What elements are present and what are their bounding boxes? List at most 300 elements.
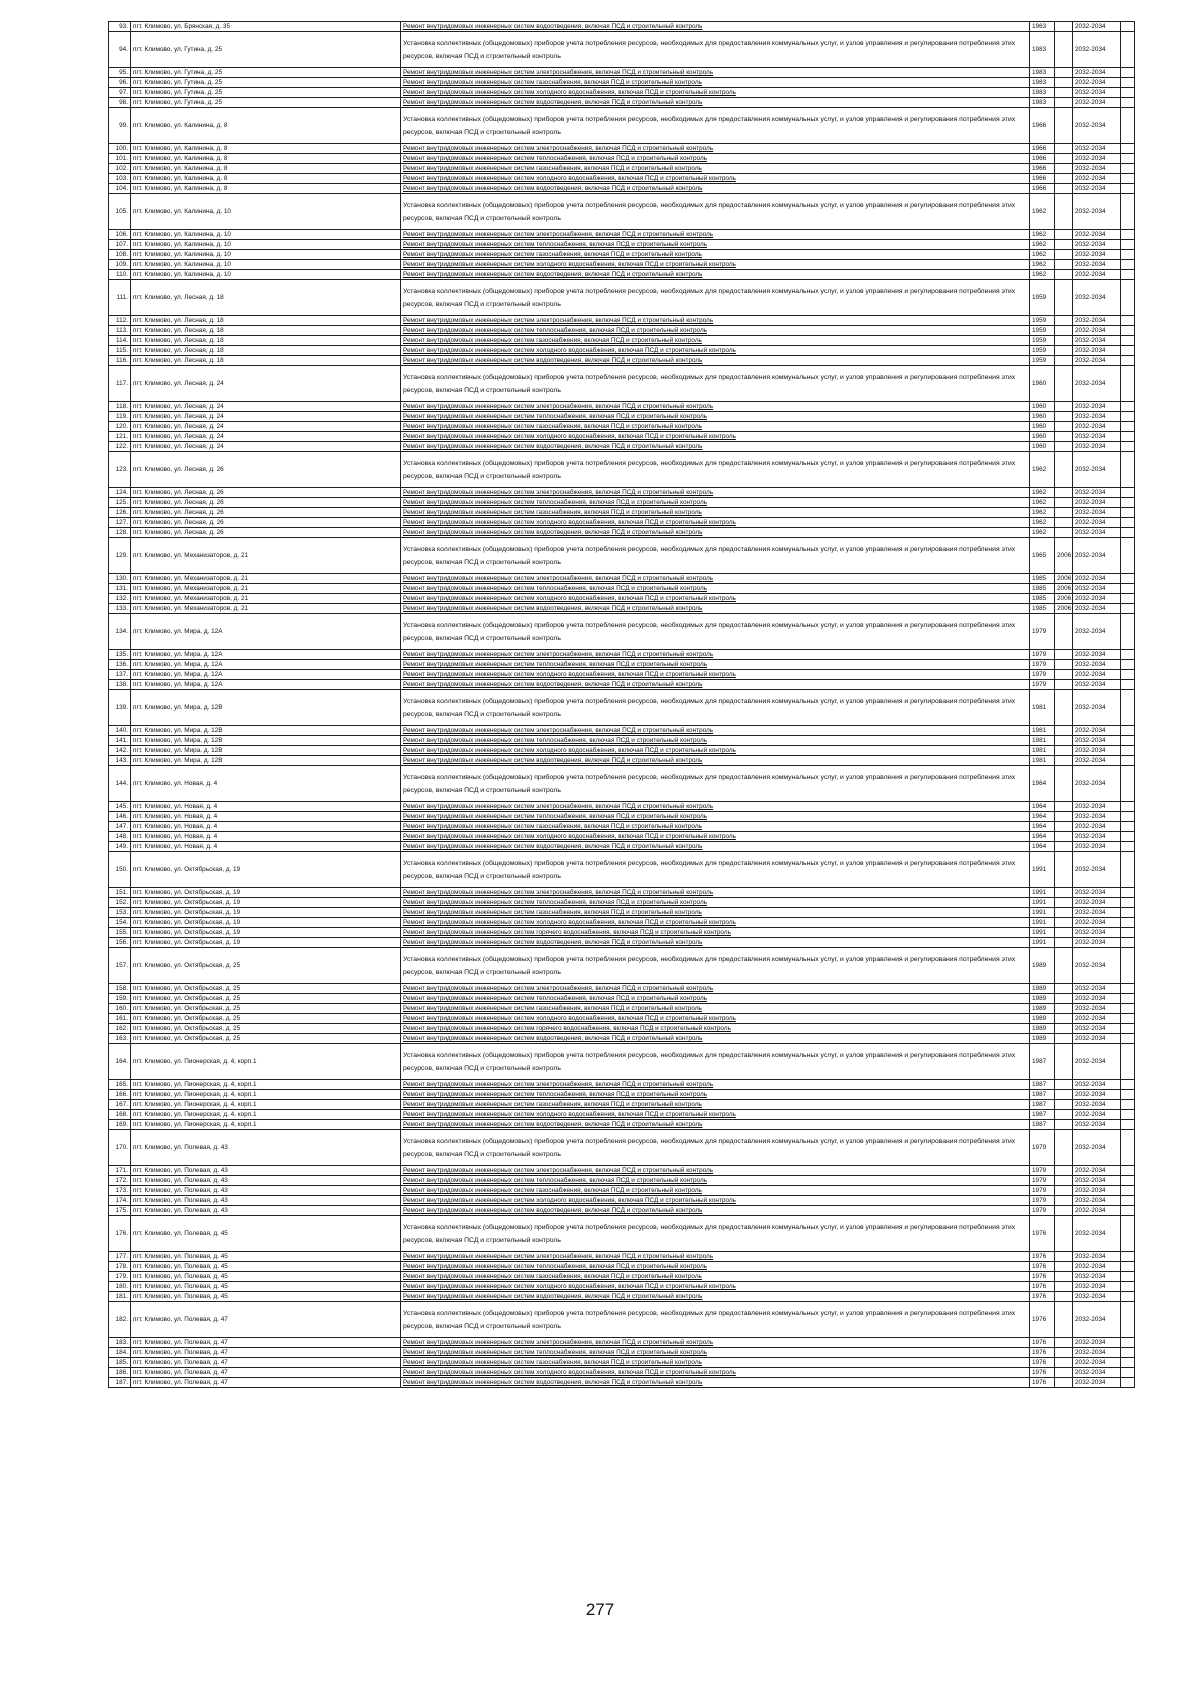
row-number: 104. [109,184,131,194]
build-year-cell: 1987 [1030,1120,1055,1130]
address-cell: пгт. Климово, ул. Лесная, д. 26 [131,508,401,518]
build-year-cell: 1989 [1030,1014,1055,1024]
reconstruction-year-cell [1055,888,1073,898]
table-row [109,802,1135,812]
repair-period-cell: 2032-2034 [1073,1292,1121,1302]
work-type-cell: Ремонт внутридомовых инженерных систем газоснабжения, включая ПСД и строительный контроль [401,1272,1030,1282]
row-number: 120. [109,422,131,432]
work-type-cell: Ремонт внутридомовых инженерных систем электроснабжения, включая ПСД и строительный контроль [401,802,1030,812]
work-type-cell: Ремонт внутридомовых инженерных систем холодного водоснабжения, включая ПСД и строительный контроль [401,594,1030,604]
repair-period-cell: 2032-2034 [1073,1186,1121,1196]
table-row [109,1034,1135,1044]
reconstruction-year-cell [1055,1130,1073,1166]
work-type-cell: Установка коллективных (общедомовых) приборов учета потребления ресурсов, необходимых для предоставления коммунальных услуг, и узлов управления и регулирования потребления этих ресурсов, включая ПСД и строительный контроль [401,280,1030,316]
table-row [109,498,1135,508]
build-year-cell: 1979 [1030,650,1055,660]
repair-period-cell: 2032-2034 [1073,1358,1121,1368]
build-year-cell: 1962 [1030,508,1055,518]
build-year-cell: 1981 [1030,736,1055,746]
work-type-cell: Ремонт внутридомовых инженерных систем водоотведения, включая ПСД и строительный контроль [401,1292,1030,1302]
extra-cell [1121,1004,1135,1014]
row-number: 112. [109,316,131,326]
work-type-cell: Ремонт внутридомовых инженерных систем холодного водоснабжения, включая ПСД и строительный контроль [401,88,1030,98]
work-type-cell: Ремонт внутридомовых инженерных систем холодного водоснабжения, включая ПСД и строительный контроль [401,260,1030,270]
work-type-cell: Установка коллективных (общедомовых) приборов учета потребления ресурсов, необходимых для предоставления коммунальных услуг, и узлов управления и регулирования потребления этих ресурсов, включая ПСД и строительный контроль [401,614,1030,650]
row-number: 165. [109,1080,131,1090]
row-number: 152. [109,898,131,908]
extra-cell [1121,766,1135,802]
repair-period-cell: 2032-2034 [1073,736,1121,746]
extra-cell [1121,1216,1135,1252]
repair-period-cell: 2032-2034 [1073,756,1121,766]
reconstruction-year-cell: 2006 [1055,604,1073,614]
address-cell: пгт. Климово, ул. Лесная, д. 18 [131,316,401,326]
row-number: 101. [109,154,131,164]
row-number: 154. [109,918,131,928]
extra-cell [1121,948,1135,984]
address-cell: пгт. Климово, ул. Пионерская, д. 4, корп.1 [131,1110,401,1120]
extra-cell [1121,584,1135,594]
reconstruction-year-cell: 2006 [1055,574,1073,584]
table-row [109,574,1135,584]
work-type-cell: Ремонт внутридомовых инженерных систем газоснабжения, включая ПСД и строительный контроль [401,422,1030,432]
address-cell: пгт. Климово, ул. Лесная, д. 24 [131,432,401,442]
repair-period-cell: 2032-2034 [1073,498,1121,508]
reconstruction-year-cell [1055,326,1073,336]
reconstruction-year-cell [1055,898,1073,908]
table-row [109,928,1135,938]
work-type-cell: Ремонт внутридомовых инженерных систем теплоснабжения, включая ПСД и строительный контроль [401,1176,1030,1186]
repair-period-cell: 2032-2034 [1073,366,1121,402]
build-year-cell: 1985 [1030,574,1055,584]
work-type-cell: Ремонт внутридомовых инженерных систем газоснабжения, включая ПСД и строительный контроль [401,1358,1030,1368]
table-row [109,948,1135,984]
row-number: 143. [109,756,131,766]
reconstruction-year-cell [1055,518,1073,528]
row-number: 138. [109,680,131,690]
build-year-cell: 1964 [1030,766,1055,802]
address-cell: пгт. Климово, ул. Калинина, д. 8 [131,154,401,164]
work-type-cell: Ремонт внутридомовых инженерных систем электроснабжения, включая ПСД и строительный контроль [401,888,1030,898]
work-type-cell: Установка коллективных (общедомовых) приборов учета потребления ресурсов, необходимых для предоставления коммунальных услуг, и узлов управления и регулирования потребления этих ресурсов, включая ПСД и строительный контроль [401,366,1030,402]
address-cell: пгт. Климово, ул. Полевая, д. 47 [131,1358,401,1368]
reconstruction-year-cell [1055,1358,1073,1368]
build-year-cell: 1987 [1030,1090,1055,1100]
reconstruction-year-cell [1055,260,1073,270]
reconstruction-year-cell [1055,498,1073,508]
address-cell: пгт. Климово, ул. Гутина, д. 25 [131,78,401,88]
reconstruction-year-cell [1055,1272,1073,1282]
address-cell: пгт. Климово, ул. Мира, д. 12В [131,756,401,766]
build-year-cell: 1976 [1030,1348,1055,1358]
reconstruction-year-cell [1055,832,1073,842]
row-number: 148. [109,832,131,842]
build-year-cell: 1991 [1030,938,1055,948]
repair-period-cell: 2032-2034 [1073,1100,1121,1110]
repair-period-cell: 2032-2034 [1073,650,1121,660]
address-cell: пгт. Климово, ул. Мира, д. 12А [131,670,401,680]
reconstruction-year-cell [1055,88,1073,98]
extra-cell [1121,366,1135,402]
table-row [109,174,1135,184]
work-type-cell: Ремонт внутридомовых инженерных систем водоотведения, включая ПСД и строительный контроль [401,442,1030,452]
repair-period-cell: 2032-2034 [1073,442,1121,452]
repair-period-cell: 2032-2034 [1073,260,1121,270]
extra-cell [1121,756,1135,766]
reconstruction-year-cell [1055,812,1073,822]
repair-period-cell: 2032-2034 [1073,1090,1121,1100]
repair-period-cell: 2032-2034 [1073,538,1121,574]
reconstruction-year-cell [1055,184,1073,194]
work-type-cell: Ремонт внутридомовых инженерных систем электроснабжения, включая ПСД и строительный контроль [401,1338,1030,1348]
repair-period-cell: 2032-2034 [1073,1120,1121,1130]
work-type-cell: Ремонт внутридомовых инженерных систем холодного водоснабжения, включая ПСД и строительный контроль [401,1196,1030,1206]
work-type-cell: Ремонт внутридомовых инженерных систем холодного водоснабжения, включая ПСД и строительный контроль [401,1110,1030,1120]
work-type-cell: Ремонт внутридомовых инженерных систем теплоснабжения, включая ПСД и строительный контроль [401,736,1030,746]
build-year-cell: 1979 [1030,1166,1055,1176]
repair-period-cell: 2032-2034 [1073,508,1121,518]
row-number: 94. [109,32,131,68]
table-row [109,1130,1135,1166]
reconstruction-year-cell [1055,1120,1073,1130]
work-type-cell: Ремонт внутридомовых инженерных систем газоснабжения, включая ПСД и строительный контроль [401,908,1030,918]
address-cell: пгт. Климово, ул. Мира, д. 12А [131,614,401,650]
table-row [109,538,1135,574]
build-year-cell: 1962 [1030,250,1055,260]
extra-cell [1121,812,1135,822]
extra-cell [1121,356,1135,366]
row-number: 98. [109,98,131,108]
reconstruction-year-cell [1055,1090,1073,1100]
build-year-cell: 1991 [1030,898,1055,908]
repair-period-cell: 2032-2034 [1073,822,1121,832]
repair-period-cell: 2032-2034 [1073,412,1121,422]
build-year-cell: 1959 [1030,326,1055,336]
extra-cell [1121,1206,1135,1216]
build-year-cell: 1960 [1030,402,1055,412]
work-type-cell: Установка коллективных (общедомовых) приборов учета потребления ресурсов, необходимых для предоставления коммунальных услуг, и узлов управления и регулирования потребления этих ресурсов, включая ПСД и строительный контроль [401,948,1030,984]
reconstruction-year-cell [1055,746,1073,756]
address-cell: пгт. Климово, ул. Механизаторов, д. 21 [131,584,401,594]
reconstruction-year-cell [1055,1110,1073,1120]
capital-repair-table [108,21,1135,1388]
build-year-cell: 1976 [1030,1302,1055,1338]
row-number: 109. [109,260,131,270]
table-row [109,1004,1135,1014]
repair-period-cell: 2032-2034 [1073,1348,1121,1358]
address-cell: пгт. Климово, ул. Пионерская, д. 4, корп.1 [131,1090,401,1100]
table-row [109,726,1135,736]
row-number: 187. [109,1378,131,1388]
reconstruction-year-cell [1055,68,1073,78]
table-row [109,842,1135,852]
table-row [109,1292,1135,1302]
reconstruction-year-cell [1055,1262,1073,1272]
repair-period-cell: 2032-2034 [1073,812,1121,822]
repair-period-cell: 2032-2034 [1073,402,1121,412]
address-cell: пгт. Климово, ул. Октябрьская, д. 25 [131,994,401,1004]
address-cell: пгт. Климово, ул. Полевая, д. 47 [131,1302,401,1338]
work-type-cell: Ремонт внутридомовых инженерных систем водоотведения, включая ПСД и строительный контроль [401,842,1030,852]
address-cell: пгт. Климово, ул. Полевая, д. 43 [131,1166,401,1176]
row-number: 132. [109,594,131,604]
reconstruction-year-cell [1055,422,1073,432]
table-row [109,1338,1135,1348]
address-cell: пгт. Климово, ул. Механизаторов, д. 21 [131,538,401,574]
extra-cell [1121,240,1135,250]
reconstruction-year-cell [1055,1378,1073,1388]
repair-period-cell: 2032-2034 [1073,1272,1121,1282]
repair-period-cell: 2032-2034 [1073,1368,1121,1378]
work-type-cell: Установка коллективных (общедомовых) приборов учета потребления ресурсов, необходимых для предоставления коммунальных услуг, и узлов управления и регулирования потребления этих ресурсов, включая ПСД и строительный контроль [401,32,1030,68]
extra-cell [1121,680,1135,690]
reconstruction-year-cell [1055,726,1073,736]
table-row [109,746,1135,756]
table-row [109,1348,1135,1358]
address-cell: пгт. Климово, ул. Брянская, д. 35 [131,22,401,32]
address-cell: пгт. Климово, ул. Лесная, д. 24 [131,402,401,412]
repair-period-cell: 2032-2034 [1073,680,1121,690]
row-number: 137. [109,670,131,680]
reconstruction-year-cell [1055,938,1073,948]
row-number: 122. [109,442,131,452]
extra-cell [1121,842,1135,852]
extra-cell [1121,1262,1135,1272]
repair-period-cell: 2032-2034 [1073,1014,1121,1024]
build-year-cell: 1979 [1030,680,1055,690]
build-year-cell: 1962 [1030,452,1055,488]
row-number: 125. [109,498,131,508]
table-row [109,1302,1135,1338]
table-row [109,1262,1135,1272]
build-year-cell: 1959 [1030,346,1055,356]
reconstruction-year-cell [1055,508,1073,518]
build-year-cell: 1979 [1030,614,1055,650]
extra-cell [1121,1166,1135,1176]
table-row [109,1110,1135,1120]
repair-period-cell: 2032-2034 [1073,614,1121,650]
reconstruction-year-cell [1055,402,1073,412]
work-type-cell: Ремонт внутридомовых инженерных систем теплоснабжения, включая ПСД и строительный контроль [401,584,1030,594]
build-year-cell: 1985 [1030,584,1055,594]
repair-period-cell: 2032-2034 [1073,670,1121,680]
row-number: 124. [109,488,131,498]
extra-cell [1121,1176,1135,1186]
reconstruction-year-cell [1055,356,1073,366]
build-year-cell: 1966 [1030,144,1055,154]
work-type-cell: Ремонт внутридомовых инженерных систем электроснабжения, включая ПСД и строительный контроль [401,68,1030,78]
extra-cell [1121,488,1135,498]
table-row [109,144,1135,154]
address-cell: пгт. Климово, ул. Пионерская, д. 4, корп.1 [131,1080,401,1090]
work-type-cell: Ремонт внутридомовых инженерных систем газоснабжения, включая ПСД и строительный контроль [401,508,1030,518]
table-row [109,1378,1135,1388]
extra-cell [1121,1110,1135,1120]
extra-cell [1121,98,1135,108]
repair-period-cell: 2032-2034 [1073,660,1121,670]
reconstruction-year-cell [1055,1348,1073,1358]
reconstruction-year-cell [1055,928,1073,938]
reconstruction-year-cell [1055,1282,1073,1292]
repair-period-cell: 2032-2034 [1073,604,1121,614]
table-row [109,250,1135,260]
row-number: 97. [109,88,131,98]
address-cell: пгт. Климово, ул. Полевая, д. 47 [131,1378,401,1388]
extra-cell [1121,1348,1135,1358]
work-type-cell: Ремонт внутридомовых инженерных систем газоснабжения, включая ПСД и строительный контроль [401,250,1030,260]
page-number: 277 [585,1600,615,1619]
repair-period-cell: 2032-2034 [1073,1176,1121,1186]
extra-cell [1121,412,1135,422]
build-year-cell: 1987 [1030,1080,1055,1090]
address-cell: пгт. Климово, ул. Мира, д. 12А [131,680,401,690]
extra-cell [1121,154,1135,164]
repair-period-cell: 2032-2034 [1073,746,1121,756]
row-number: 108. [109,250,131,260]
address-cell: пгт. Климово, ул. Лесная, д. 26 [131,488,401,498]
reconstruction-year-cell [1055,98,1073,108]
address-cell: пгт. Климово, ул. Калинина, д. 10 [131,260,401,270]
extra-cell [1121,1302,1135,1338]
work-type-cell: Установка коллективных (общедомовых) приборов учета потребления ресурсов, необходимых для предоставления коммунальных услуг, и узлов управления и регулирования потребления этих ресурсов, включая ПСД и строительный контроль [401,108,1030,144]
work-type-cell: Ремонт внутридомовых инженерных систем холодного водоснабжения, включая ПСД и строительный контроль [401,918,1030,928]
work-type-cell: Ремонт внутридомовых инженерных систем газоснабжения, включая ПСД и строительный контроль [401,78,1030,88]
address-cell: пгт. Климово, ул. Полевая, д. 45 [131,1252,401,1262]
reconstruction-year-cell [1055,660,1073,670]
build-year-cell: 1959 [1030,316,1055,326]
work-type-cell: Установка коллективных (общедомовых) приборов учета потребления ресурсов, необходимых для предоставления коммунальных услуг, и узлов управления и регулирования потребления этих ресурсов, включая ПСД и строительный контроль [401,194,1030,230]
table-row [109,1252,1135,1262]
work-type-cell: Ремонт внутридомовых инженерных систем холодного водоснабжения, включая ПСД и строительный контроль [401,432,1030,442]
work-type-cell: Ремонт внутридомовых инженерных систем теплоснабжения, включая ПСД и строительный контроль [401,994,1030,1004]
row-number: 183. [109,1338,131,1348]
row-number: 127. [109,518,131,528]
work-type-cell: Ремонт внутридомовых инженерных систем водоотведения, включая ПСД и строительный контроль [401,1034,1030,1044]
address-cell: пгт. Климово, ул. Октябрьская, д. 19 [131,888,401,898]
table-row [109,184,1135,194]
table-row [109,98,1135,108]
table-row [109,366,1135,402]
extra-cell [1121,574,1135,584]
repair-period-cell: 2032-2034 [1073,1080,1121,1090]
build-year-cell: 1981 [1030,756,1055,766]
table-row [109,852,1135,888]
reconstruction-year-cell [1055,1034,1073,1044]
row-number: 161. [109,1014,131,1024]
table-row [109,1044,1135,1080]
repair-period-cell: 2032-2034 [1073,690,1121,726]
build-year-cell: 1989 [1030,984,1055,994]
repair-period-cell: 2032-2034 [1073,230,1121,240]
work-type-cell: Ремонт внутридомовых инженерных систем холодного водоснабжения, включая ПСД и строительный контроль [401,174,1030,184]
address-cell: пгт. Климово, ул. Октябрьская, д. 25 [131,1034,401,1044]
table-row [109,766,1135,802]
table-row [109,1216,1135,1252]
build-year-cell: 1976 [1030,1338,1055,1348]
reconstruction-year-cell [1055,1302,1073,1338]
work-type-cell: Ремонт внутридомовых инженерных систем теплоснабжения, включая ПСД и строительный контроль [401,412,1030,422]
extra-cell [1121,1130,1135,1166]
address-cell: пгт. Климово, ул. Полевая, д. 45 [131,1272,401,1282]
repair-period-cell: 2032-2034 [1073,356,1121,366]
build-year-cell: 1966 [1030,174,1055,184]
repair-period-cell: 2032-2034 [1073,938,1121,948]
row-number: 147. [109,822,131,832]
repair-period-cell: 2032-2034 [1073,144,1121,154]
repair-period-cell: 2032-2034 [1073,432,1121,442]
row-number: 185. [109,1358,131,1368]
build-year-cell: 1979 [1030,1130,1055,1166]
address-cell: пгт. Климово, ул. Полевая, д. 47 [131,1338,401,1348]
repair-period-cell: 2032-2034 [1073,852,1121,888]
work-type-cell: Ремонт внутридомовых инженерных систем электроснабжения, включая ПСД и строительный контроль [401,230,1030,240]
table-row [109,594,1135,604]
repair-period-cell: 2032-2034 [1073,528,1121,538]
work-type-cell: Установка коллективных (общедомовых) приборов учета потребления ресурсов, необходимых для предоставления коммунальных услуг, и узлов управления и регулирования потребления этих ресурсов, включая ПСД и строительный контроль [401,1130,1030,1166]
work-type-cell: Ремонт внутридомовых инженерных систем теплоснабжения, включая ПСД и строительный контроль [401,812,1030,822]
table-row [109,528,1135,538]
build-year-cell: 1965 [1030,538,1055,574]
reconstruction-year-cell [1055,366,1073,402]
address-cell: пгт. Климово, ул. Лесная, д. 18 [131,356,401,366]
work-type-cell: Ремонт внутридомовых инженерных систем водоотведения, включая ПСД и строительный контроль [401,1206,1030,1216]
reconstruction-year-cell [1055,1196,1073,1206]
work-type-cell: Ремонт внутридомовых инженерных систем газоснабжения, включая ПСД и строительный контроль [401,1004,1030,1014]
work-type-cell: Ремонт внутридомовых инженерных систем теплоснабжения, включая ПСД и строительный контроль [401,240,1030,250]
build-year-cell: 1983 [1030,98,1055,108]
build-year-cell: 1960 [1030,432,1055,442]
build-year-cell: 1989 [1030,1004,1055,1014]
build-year-cell: 1962 [1030,230,1055,240]
extra-cell [1121,1090,1135,1100]
table-body [109,22,1135,1388]
row-number: 169. [109,1120,131,1130]
repair-period-cell: 2032-2034 [1073,1378,1121,1388]
extra-cell [1121,68,1135,78]
row-number: 93. [109,22,131,32]
repair-period-cell: 2032-2034 [1073,918,1121,928]
extra-cell [1121,260,1135,270]
work-type-cell: Ремонт внутридомовых инженерных систем холодного водоснабжения, включая ПСД и строительный контроль [401,346,1030,356]
address-cell: пгт. Климово, ул. Лесная, д. 26 [131,498,401,508]
address-cell: пгт. Климово, ул. Октябрьская, д. 19 [131,918,401,928]
build-year-cell: 1976 [1030,1272,1055,1282]
address-cell: пгт. Климово, ул. Мира, д. 12В [131,746,401,756]
repair-period-cell: 2032-2034 [1073,98,1121,108]
extra-cell [1121,1282,1135,1292]
repair-period-cell: 2032-2034 [1073,194,1121,230]
repair-period-cell: 2032-2034 [1073,452,1121,488]
address-cell: пгт. Климово, ул. Октябрьская, д. 19 [131,928,401,938]
row-number: 139. [109,690,131,726]
build-year-cell: 1964 [1030,802,1055,812]
reconstruction-year-cell [1055,1014,1073,1024]
table-row [109,994,1135,1004]
build-year-cell: 1976 [1030,1292,1055,1302]
row-number: 184. [109,1348,131,1358]
repair-period-cell: 2032-2034 [1073,518,1121,528]
extra-cell [1121,1338,1135,1348]
row-number: 140. [109,726,131,736]
build-year-cell: 1979 [1030,660,1055,670]
row-number: 153. [109,908,131,918]
work-type-cell: Установка коллективных (общедомовых) приборов учета потребления ресурсов, необходимых для предоставления коммунальных услуг, и узлов управления и регулирования потребления этих ресурсов, включая ПСД и строительный контроль [401,538,1030,574]
extra-cell [1121,1044,1135,1080]
repair-period-cell: 2032-2034 [1073,88,1121,98]
reconstruction-year-cell [1055,1024,1073,1034]
reconstruction-year-cell [1055,412,1073,422]
reconstruction-year-cell [1055,432,1073,442]
